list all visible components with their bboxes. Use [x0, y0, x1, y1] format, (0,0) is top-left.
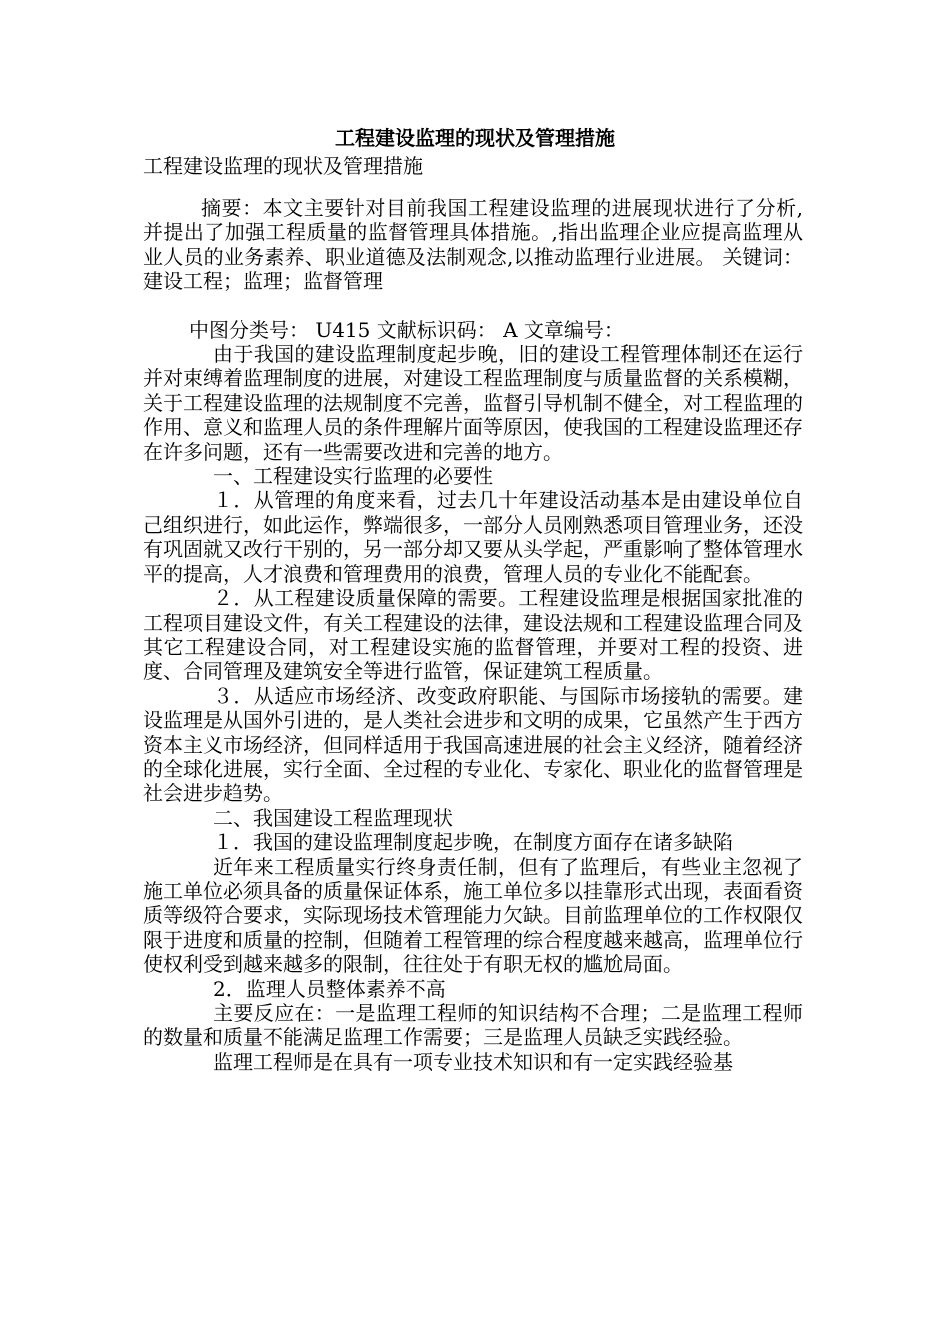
paragraph-2-3: 监理工程师是在具有一项专业技术知识和有一定实践经验基: [213, 1049, 733, 1074]
section-heading-2: 二、我国建设工程监理现状: [213, 805, 453, 830]
document-body: [143, 196, 803, 1074]
paragraph-1-2: ２．从工程建设质量保障的需要。工程建设监理是根据国家批准的工程项目建设文件，有关工程建设的法律，建设法规和工程建设监理合同及其它工程建设合同，对工程建设实施的监督管理，并要对工程的投资、进度、合同管理及建筑安全等进行监管，保证建筑工程质量。: [143, 586, 803, 684]
paragraph-2-2: 主要反应在：一是监理工程师的知识结构不合理；二是监理工程师的数量和质量不能满足监理工作需要；三是监理人员缺乏实践经验。: [143, 1001, 803, 1050]
classification-line: 中图分类号： U415 文献标识码： A 文章编号：: [189, 317, 624, 342]
intro-paragraph: 由于我国的建设监理制度起步晚，旧的建设工程管理体制还在运行并对束缚着监理制度的进展，对建设工程监理制度与质量监督的关系模糊，关于工程建设监理的法规制度不完善，监督引导机制不健全，对工程监理的作用、意义和监理人员的条件理解片面等原因，使我国的工程建设监理还存在许多问题，还有一些需要改进和完善的地方。: [143, 342, 803, 464]
paragraph-1-1: １．从管理的角度来看，过去几十年建设活动基本是由建设单位自己组织进行，如此运作，弊端很多，一部分人员刚熟悉项目管理业务，还没有巩固就又改行干别的，另一部分却又要从头学起，严重影响了整体管理水平的提高，人才浪费和管理费用的浪费，管理人员的专业化不能配套。: [143, 488, 803, 586]
document-subtitle: 工程建设监理的现状及管理措施: [143, 154, 423, 178]
abstract-paragraph: 摘要：本文主要针对目前我国工程建设监理的进展现状进行了分析,并提出了加强工程质量的监督管理具体措施。,指出监理企业应提高监理从业人员的业务素养、职业道德及法制观念,以推动监理行业进展。 关键词：建设工程；监理；监督管理: [143, 196, 803, 294]
paragraph-2-1: 近年来工程质量实行终身责任制，但有了监理后，有些业主忽视了施工单位必须具备的质量保证体系，施工单位多以挂靠形式出现，表面看资质等级符合要求，实际现场技术管理能力欠缺。目前监理单位的工作权限仅限于进度和质量的控制，但随着工程管理的综合程度越来越高，监理单位行使权利受到越来越多的限制，往往处于有职无权的尴尬局面。: [143, 854, 803, 977]
section-heading-1: 一、工程建设实行监理的必要性: [213, 464, 493, 489]
paragraph-gap: [143, 294, 803, 318]
subheading-2-1: １．我国的建设监理制度起步晚，在制度方面存在诸多缺陷: [213, 830, 733, 855]
subheading-2-2: 2．监理人员整体素养不高: [213, 976, 446, 1001]
document-title: 工程建设监理的现状及管理措施: [335, 126, 615, 150]
paragraph-1-3: ３．从适应市场经济、改变政府职能、与国际市场接轨的需要。建设监理是从国外引进的，是人类社会进步和文明的成果，它虽然产生于西方资本主义市场经济，但同样适用于我国高速进展的社会主义经济，随着经济的全球化进展，实行全面、全过程的专业化、专家化、职业化的监督管理是社会进步趋势。: [143, 683, 803, 806]
